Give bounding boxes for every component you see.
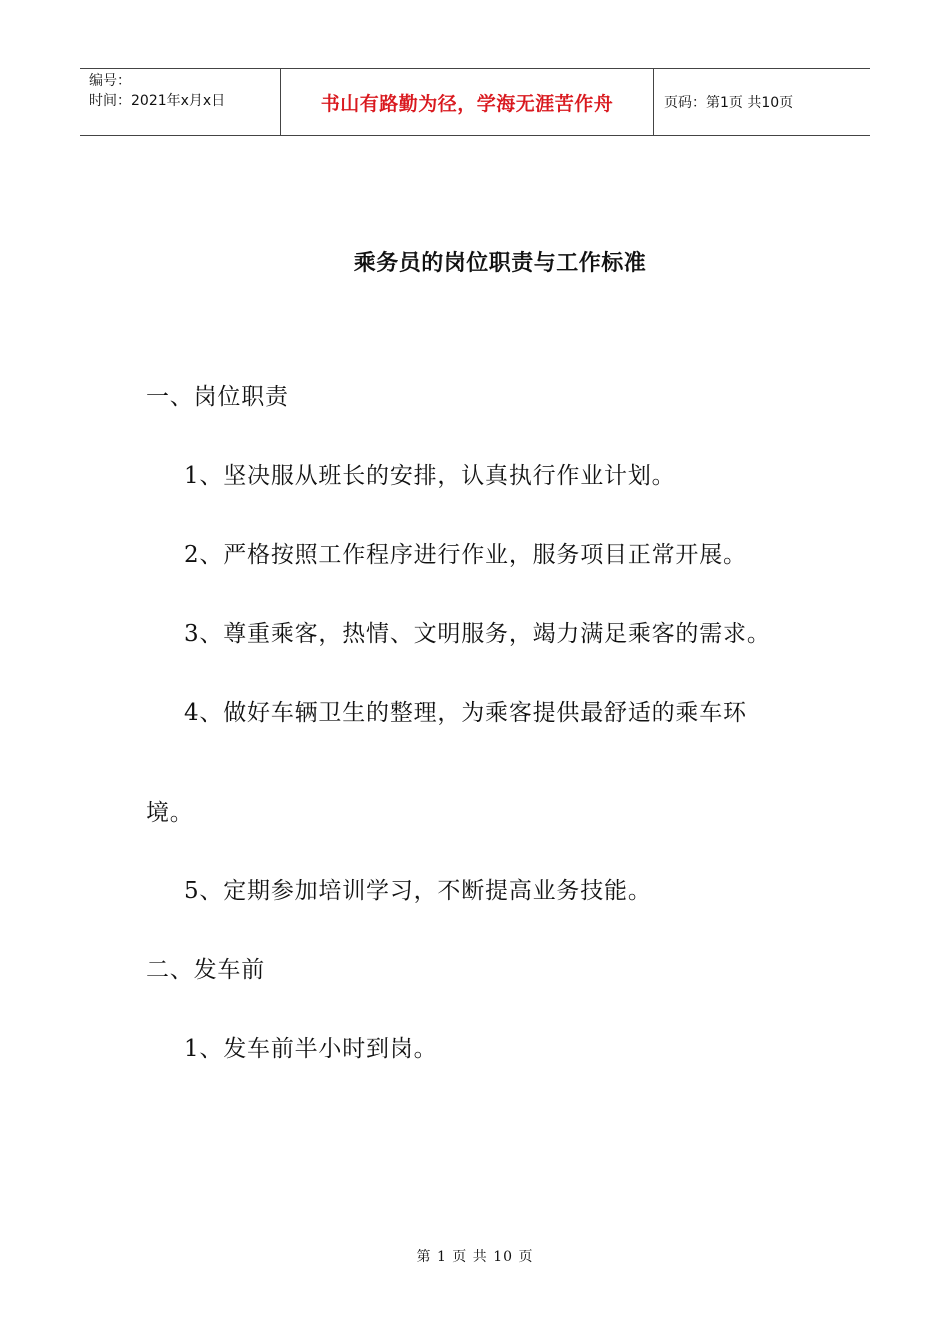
list-item-continuation: 境。 — [146, 800, 194, 826]
page-header — [80, 68, 870, 136]
header-number-label: 编号： — [89, 73, 131, 89]
list-item: 4、做好车辆卫生的整理，为乘客提供最舒适的乘车环 — [184, 700, 747, 726]
header-date-label: 时间：2021年x月x日 — [89, 93, 226, 109]
page-footer: 第 1 页 共 10 页 — [416, 1249, 534, 1265]
header-meta — [80, 69, 281, 135]
document-title: 乘务员的岗位职责与工作标准 — [353, 251, 647, 276]
section-heading-duties: 一、岗位职责 — [146, 384, 289, 410]
list-item: 1、坚决服从班长的安排，认真执行作业计划。 — [184, 463, 676, 489]
list-item: 1、发车前半小时到岗。 — [184, 1036, 438, 1062]
list-item: 3、尊重乘客，热情、文明服务，竭力满足乘客的需求。 — [184, 621, 771, 647]
header-motto: 书山有路勤为径，学海无涯苦作舟 — [281, 69, 654, 135]
header-page-info: 页码：第1页 共10页 — [664, 95, 794, 111]
section-heading-before-departure: 二、发车前 — [146, 957, 265, 983]
list-item: 2、严格按照工作程序进行作业，服务项目正常开展。 — [184, 542, 747, 568]
list-item: 5、定期参加培训学习，不断提高业务技能。 — [184, 878, 652, 904]
